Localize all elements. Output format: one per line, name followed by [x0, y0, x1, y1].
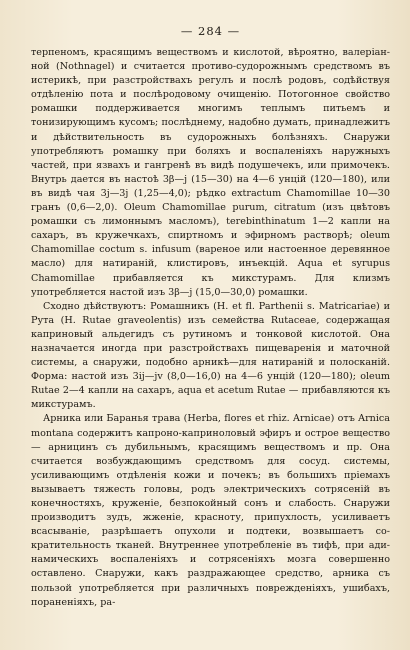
page-number: — 284 —: [180, 24, 241, 38]
paragraph-similar-remedies: Сходно дѣйствуютъ: Ромашникъ (H. et fl. Parthenii s. Matricariae) и Рута (H. Rutae graveolentis) изъ семейства Rutaceae, содержащая каприновый альдегидъ съ рутиномъ и тонковой кислотой. Она назначается иногда при разстройствахъ пищеваренія и маточной системы, а снаружи, подобно арникѣ—для натираній и полосканій. Форма: настой изъ 3ij—jv (8,0—16,0) на 4—6 унцій (120—180); oleum Rutae 2—4 капли на сахаръ, aqua et acetum Rutae — прибавляются къ микстурамъ.: [31, 300, 390, 411]
paragraph-arnica: Арника или Баранья трава (Herba, flores et rhiz. Arnicae) отъ Arnica montana содержитъ капроно-каприноловый эфиръ и острое вещество — арницинъ съ дубильнымъ, красящимъ веществомъ и пр. Она считается возбуждающимъ средствомъ для сосуд. системы, усиливающимъ отдѣленія кожи и почекъ; въ большихъ пріемахъ вызываетъ тяжесть головы, родъ электрическихъ сотрясеній въ конечностяхъ, круженіе, безпокойный сонъ и слабость. Снаружи производитъ зудъ, жженіе, красноту, припухлость, усиливаетъ всасываніе, разрѣшаетъ опухоли и подтеки, возвышаетъ сократительность тканей. Внутреннее употребленіе въ тифѣ, при адинамическихъ воспаленіяхъ и сотрясеніяхъ мозга совершенно оставлено. Снаружи, какъ раздражающее средство, арника съ пользой употребляется при различныхъ поврежденіяхъ, ушибахъ, пораненіяхъ, ра-: [31, 413, 390, 608]
body-text: [31, 46, 390, 610]
paragraph-chamomile: терпеномъ, красящимъ веществомъ и кислотой, вѣроятно, валеріанной (Nothnagel) и считается противо-судорожнымъ средствомъ въ истерикѣ, при разстройствахъ регулъ и послѣ родовъ, содѣйствуя отдѣленію пота и послѣродовому очищенію. Потогонное свойство ромашки поддерживается многимъ теплымъ питьемъ и тонизирующимъ кусомъ; послѣднему, надобно думать, принадлежитъ и дѣйствительность въ судорожныхъ болѣзняхъ. Снаружи употребляютъ ромашку при боляхъ и воспаленіяхъ наружныхъ частей, при язвахъ и гангренѣ въ видѣ подушечекъ, или примочекъ. Внутрь дается въ настоѣ 3β—j (15—30) на 4—6 унцій (120—180), или въ видѣ чая 3j—3j (1,25—4,0); рѣдко extractum Chamomillae 10—30 гранъ (0,6—2,0). Oleum Chamomillae purum, citratum (изъ цвѣтовъ ромашки съ лимоннымъ масломъ), terebinthinatum 1—2 капли на сахаръ, въ кружечкахъ, спиртномъ и эфирномъ растворѣ; oleum Chamomillae coctum s. infusum (вареное или настоенное деревянное масло) для натираній, клистировъ, инъекцій. Aqua et syrupus Chamomillae прибавляется къ микстурамъ. Для клизмъ употребляется настой изъ 3β—j (15,0—30,0) ромашки.: [31, 47, 390, 298]
